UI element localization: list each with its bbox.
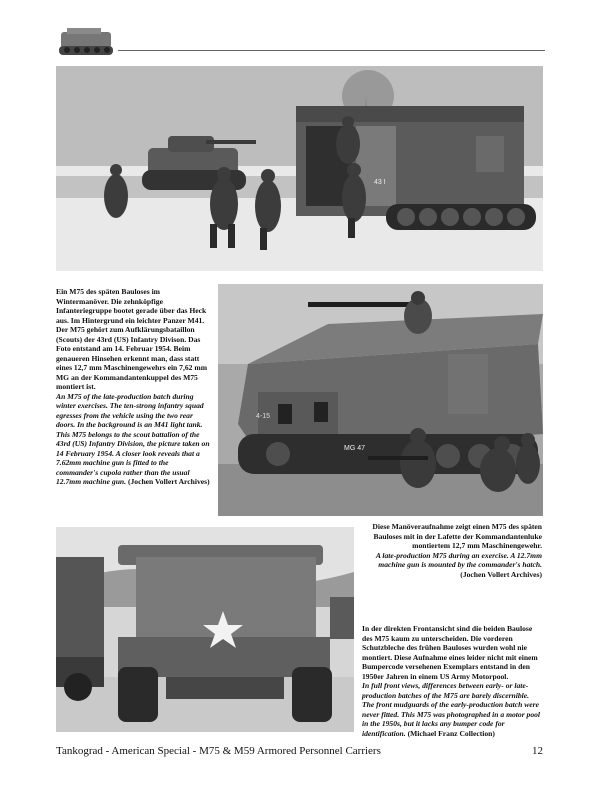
caption-english-text: An M75 of the late-production batch during winter exercises. The ten-strong infantry squad egresses from the vehicle using the two rear doors. In the background is an M41 light tank. This M75 belongs to the scout battalion of the 43rd (US) Infantry Division, the picture taken on 14 February 1954. A closer look reveals that a 7.62mm machine gun is fitted to the commander's cupola rather than the usual 12.7mm machine gun. bbox=[56, 391, 210, 486]
photo-credit: (Michael Franz Collection) bbox=[407, 728, 495, 738]
caption-exercise-machine-gun bbox=[370, 522, 542, 579]
photo-exercise-machine-gun bbox=[218, 284, 543, 516]
armored-vehicle-icon bbox=[55, 24, 117, 60]
caption-english bbox=[56, 392, 212, 487]
footer-title: Tankograd - American Special - M75 & M59 Armored Personnel Carriers bbox=[56, 745, 381, 757]
photo-front-view bbox=[56, 527, 354, 732]
caption-english bbox=[362, 681, 543, 738]
caption-german: Diese Manöveraufnahme zeigt einen M75 des späten Bauloses mit in der Lafette der Kommandantenluke montiertem 12,7 mm Maschinengewehr. bbox=[372, 522, 542, 550]
caption-english bbox=[370, 551, 542, 580]
hull-code-text: 43 I bbox=[374, 179, 386, 186]
caption-front-view bbox=[362, 624, 543, 738]
hull-code-text: MG 47 bbox=[344, 445, 366, 452]
photo-credit: (Jochen Vollert Archives) bbox=[127, 477, 210, 486]
caption-english-text: In full front views, differences between early- or late-production batches of the M75 are barely discernible. The front mudguards of the early-production batch were never fitted. This M75 was photographed in a motor pool in the 1950s, but it lacks any bumper code for identification. bbox=[362, 681, 541, 738]
caption-german: In der direkten Frontansicht sind die beiden Baulose des M75 kaum zu unterscheiden. Die vorderen Schutzbleche des frühen Bauloses wurden wohl nie montiert. Diese Aufnahme eines leider nicht mit einem Bumpercode versehenen Exemplars entstand in den 1950er Jahren in einem US Army Motorpool. bbox=[362, 624, 538, 681]
page-number: 12 bbox=[532, 745, 543, 757]
hull-number-text: 4-15 bbox=[256, 413, 271, 420]
caption-english-text: A late-production M75 during an exercise. A 12.7mm machine gun is mounted by the commander's hatch. bbox=[375, 550, 542, 569]
caption-winter-exercise bbox=[56, 287, 212, 487]
photo-credit: (Jochen Vollert Archives) bbox=[460, 569, 542, 579]
photo-winter-exercise bbox=[56, 66, 543, 271]
header-rule bbox=[118, 50, 545, 51]
caption-german: Ein M75 des späten Bauloses im Wintermanöver. Die zehnköpfige Infanteriegruppe bootet gerade über das Heck aus. Im Hintergrund ein leichter Panzer M41. Der M75 gehört zum Aufklärungsbataillon (Scouts) der 43rd (US) Infantry Divison. Das Foto entstand am 14. Februar 1954. Beim genaueren Hinsehen erkennt man, dass statt eines 12,7 mm Maschinengewehrs ein 7,62 mm MG an der Kommandantenkuppel des M75 montiert ist. bbox=[56, 287, 208, 391]
